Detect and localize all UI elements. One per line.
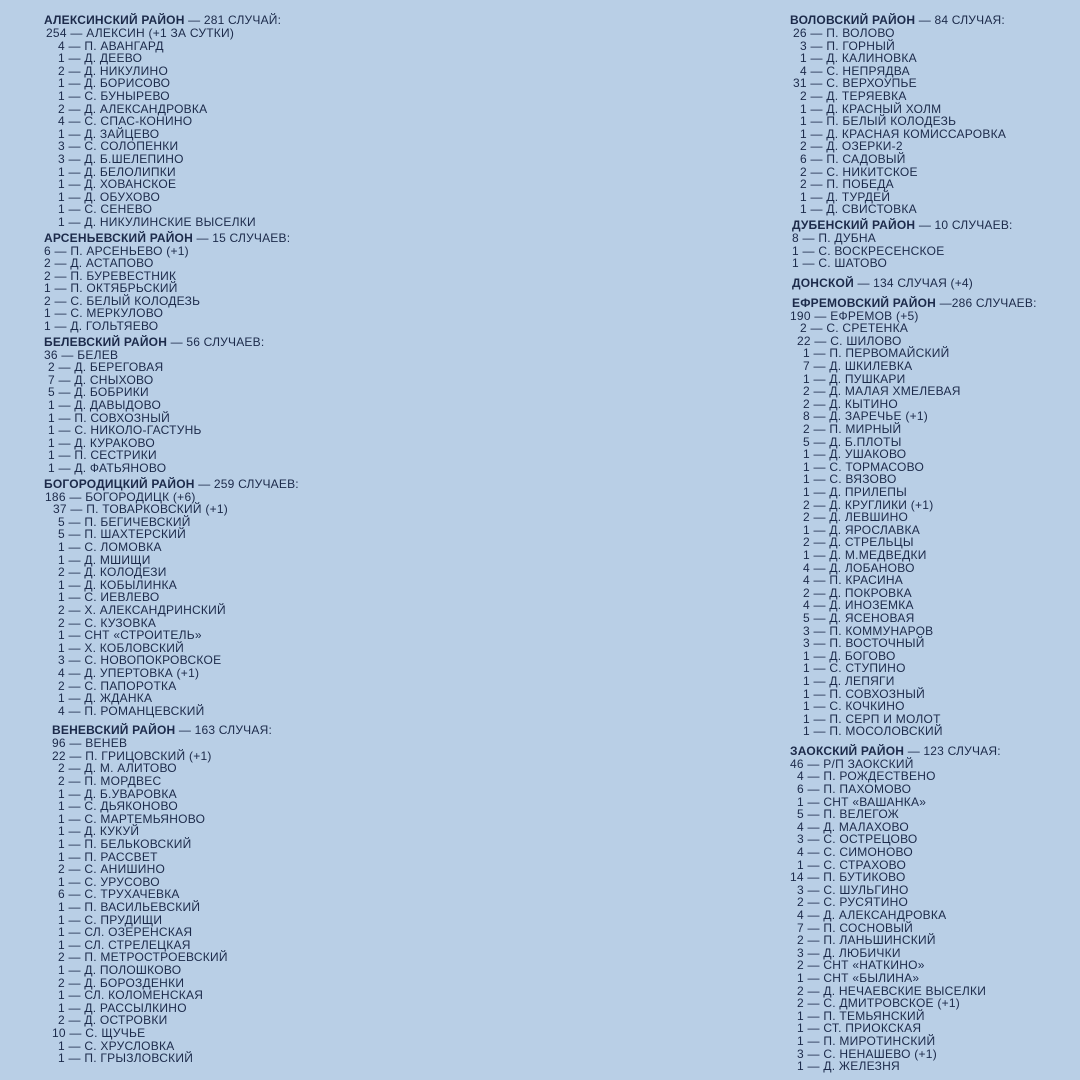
settlement-row: 1 — Х. КОБЛОВСКИЙ [58,640,185,655]
settlement-row: 3 — С. СОЛОПЕНКИ [58,139,179,154]
settlement-row: 1 — С. ХРУСЛОВКА [58,1038,175,1053]
settlement-row: 4 — Д. УПЕРТОВКА (+1) [58,665,200,680]
settlement-row: 26 — П. ВОЛОВО [793,26,895,40]
settlement-row: 190 — ЕФРЕМОВ (+5) [790,308,919,323]
settlement-row: 1 — П. ВАСИЛЬЕВСКИЙ [58,900,201,914]
district-heading [790,297,1075,310]
settlement-row: 1 — Д. ЛЕПЯГИ [803,673,895,688]
settlement-row: 2 — П. МИРНЫЙ [803,422,902,437]
settlement-row: 2 — Д. БОРОЗДЕНКИ [58,975,185,990]
settlement-row: 1 — С. ДЬЯКОНОВО [58,799,178,814]
settlement-row: 7 — П. СОСНОВЫЙ [797,920,914,935]
settlement-row: 2 — Д. НЕЧАЕВСКИЕ ВЫСЕЛКИ [797,983,987,998]
settlement-row: 96 — ВЕНЕВ [52,736,128,751]
settlement-row: 1 — Д. ФАТЬЯНОВО [48,461,167,475]
settlement-row: 254 — АЛЕКСИН (+1 ЗА СУТКИ) [46,26,235,40]
settlement-row: 1 — Д. ОБУХОВО [58,189,161,204]
settlement-row: 4 — Д. МАЛАХОВО [797,819,909,834]
district-block [790,219,1075,270]
settlement-row: 1 — С. БУНЫРЕВО [58,88,170,103]
district-name: ДОНСКОЙ [792,275,854,290]
settlement-row: 5 — Д. Б.ПЛОТЫ [803,434,902,449]
settlement-row: 1 — С. СЕНЕВО [58,202,153,217]
settlement-row: 3 — П. ВОСТОЧНЫЙ [803,636,925,651]
district-name: ЗАОКСКИЙ РАЙОН [790,743,905,758]
settlement-row: 2 — Д. МАЛАЯ ХМЕЛЕВАЯ [803,384,961,399]
settlement-row: 46 — Р/П ЗАОКСКИЙ [790,756,914,771]
settlement-row: 1 — Д. ТУРДЕЙ [800,189,891,204]
settlement-row: 1 — Д. БЕЛОЛИПКИ [58,164,176,179]
settlement-row: 1 — Д. ЗАЙЦЕВО [58,126,160,141]
left-column [44,14,544,1065]
settlement-row: 1 — С. СТРАХОВО [797,857,907,872]
settlement-row: 4 — Д. АЛЕКСАНДРОВКА [797,908,947,922]
settlement-row: 1 — С. ТОРМАСОВО [803,459,925,474]
settlement-row: 1 — Д. КОБЫЛИНКА [58,577,177,592]
settlement-row: 1 — П. МИРОТИНСКИЙ [797,1033,936,1048]
settlement-row: 1 — Д. ДЕЕВО [58,51,143,66]
settlement-row: 2 — С. НИКИТСКОЕ [800,164,918,179]
settlement-row: 1 — С. ВОСКРЕСЕНСКОЕ [792,243,945,258]
settlement-row: 1 — С. НИКОЛО-ГАСТУНЬ [48,423,202,438]
district-total: — 84 СЛУЧАЯ: [918,13,1005,27]
settlement-row: 2 — Д. ЛЕВШИНО [803,510,909,525]
district-heading [44,232,544,245]
settlement-row: 14 — П. БУТИКОВО [790,870,906,885]
district-heading [790,277,1075,290]
settlement-row: 1 — С. УРУСОВО [58,874,160,889]
settlement-row: 5 — П. БЕГИЧЕВСКИЙ [58,514,191,529]
district-total: —286 СЛУЧАЕВ: [939,295,1037,310]
settlement-row: 1 — Д. УШАКОВО [803,447,907,462]
settlement-row: 2 — Д. КОЛОДЕЗИ [58,565,167,580]
settlement-row: 1 — СЛ. КОЛОМЕНСКАЯ [58,988,204,1003]
settlement-row: 4 — Д. ИНОЗЕМКА [803,598,914,613]
settlement-row: 1 — Д. ПОЛОШКОВО [58,962,182,977]
settlement-row: 5 — Д. БОБРИКИ [48,385,149,400]
settlement-row: 3 — С. НОВОПОКРОВСКОЕ [58,653,222,668]
settlement-row: 2 — СНТ «НАТКИНО» [797,958,925,973]
settlement-row: 6 — П. ПАХОМОВО [797,782,912,797]
settlement-row: 4 — П. РОЖДЕСТВЕНО [797,769,936,784]
district-total: — 15 СЛУЧАЕВ: [196,230,291,245]
settlement-row: 31 — С. ВЕРХОУПЬЕ [793,76,917,91]
settlement-row: 22 — П. ГРИЦОВСКИЙ (+1) [52,748,212,763]
settlement-row: 2 — Д. КРУГЛИКИ (+1) [803,497,934,512]
district-name: ДУБЕНСКИЙ РАЙОН [792,217,916,232]
settlement-row: 1 — С. МАРТЕМЬЯНОВО [58,811,206,826]
settlement-row: 1 — П. СЕСТРИКИ [48,448,157,463]
settlement-row: 1 — Д. РАССЫЛКИНО [58,1000,187,1015]
settlement-row: 1 — Д. СВИСТОВКА [800,202,917,217]
settlement-row: 1 — СНТ «ВАШАНКА» [797,794,927,809]
settlement-row: 1 — СЛ. ОЗЕРЕНСКАЯ [58,925,193,940]
settlement-row: 4 — Д. ЛОБАНОВО [803,560,915,575]
settlement-row: 2 — С. ПАПОРОТКА [58,678,177,693]
settlement-row: 2 — С. КУЗОВКА [58,615,157,630]
settlement-row: 1 — С. ИЕВЛЕВО [58,590,160,605]
settlement-row: 2 — П. БУРЕВЕСТНИК [44,268,177,283]
settlement-row: 1 — Д. КАЛИНОВКА [800,51,917,66]
district-name: ЕФРЕМОВСКИЙ РАЙОН [792,295,937,310]
settlement-row: 2 — Д. М. АЛИТОВО [58,761,177,776]
district-total: — 56 СЛУЧАЕВ: [170,334,265,349]
settlement-row: 3 — С. НЕНАШЕВО (+1) [797,1046,937,1061]
settlement-row: 1 — Д. ЖЕЛЕЗНЯ [797,1059,900,1074]
settlement-row: 1 — П. МОСОЛОВСКИЙ [803,724,943,739]
settlement-row: 2 — Д. КЫТИНО [803,396,898,411]
settlement-row: 1 — П. БЕЛЬКОВСКИЙ [58,837,192,852]
settlement-row: 4 — С. СПАС-КОНИНО [58,114,193,129]
settlement-row: 4 — П. КРАСИНА [803,573,904,588]
settlement-row: 1 — СТ. ПРИОКСКАЯ [797,1021,922,1036]
settlement-row: 1 — С. ЛОМОВКА [58,539,162,554]
settlement-row: 6 — П. САДОВЫЙ [800,151,906,166]
settlement-row: 3 — Д. Б.ШЕЛЕПИНО [58,151,184,166]
district-heading [44,336,544,349]
settlement-row: 186 — БОГОРОДИЦК (+6) [45,489,196,504]
district-total: — 10 СЛУЧАЕВ: [918,217,1013,232]
settlement-row: 1 — П. СОВХОЗНЫЙ [48,410,170,425]
district-name: БЕЛЕВСКИЙ РАЙОН [44,334,168,349]
district-name: АРСЕНЬЕВСКИЙ РАЙОН [44,230,193,245]
settlement-row: 1 — П. ПЕРВОМАЙСКИЙ [803,346,950,361]
settlement-row: 8 — Д. ЗАРЕЧЬЕ (+1) [803,409,929,424]
settlement-row: 2 — Х. АЛЕКСАНДРИНСКИЙ [58,602,226,617]
settlement-row: 5 — П. ВЕЛЕГОЖ [797,807,899,822]
settlement-row: 2 — Д. ПОКРОВКА [803,585,912,600]
settlement-row: 1 — П. РАССВЕТ [58,849,158,864]
district-heading [790,745,1075,758]
settlement-row: 37 — П. ТОВАРКОВСКИЙ (+1) [53,502,229,517]
settlement-row: 1 — Д. КУРАКОВО [48,435,155,450]
settlement-row: 2 — П. МОРДВЕС [58,774,162,789]
settlement-row: 1 — П. ОКТЯБРЬСКИЙ [44,281,178,296]
district-name: ВОЛОВСКИЙ РАЙОН [790,13,916,27]
settlement-row: 1 — П. БЕЛЫЙ КОЛОДЕЗЬ [800,114,957,129]
settlement-row: 1 — Д. ХОВАНСКОЕ [58,177,177,192]
settlement-row: 7 — Д. ШКИЛЕВКА [803,359,913,374]
settlement-row: 3 — Д. ЛЮБИЧКИ [797,945,901,960]
district-name: ВЕНЕВСКИЙ РАЙОН [52,723,176,738]
settlement-row: 1 — С. ПРУДИЩИ [58,912,163,927]
settlement-row: 1 — СНТ «СТРОИТЕЛЬ» [58,628,202,643]
settlement-row: 2 — Д. АЛЕКСАНДРОВКА [58,101,208,116]
right-column [790,14,1075,1073]
settlement-row: 10 — С. ЩУЧЬЕ [52,1025,146,1040]
settlement-row: 5 — Д. ЯСЕНОВАЯ [803,610,915,625]
settlement-row: 1 — СНТ «БЫЛИНА» [797,970,920,985]
settlement-row: 2 — Д. ОЗЕРКИ-2 [800,139,903,154]
settlement-row: 2 — С. СРЕТЕНКА [800,321,909,336]
district-total: — 281 СЛУЧАЙ: [188,13,282,27]
settlement-row: 8 — П. ДУБНА [792,230,877,245]
settlement-row: 2 — Д. ОСТРОВКИ [58,1013,168,1028]
district-block [44,724,544,1064]
settlement-row: 6 — С. ТРУХАЧЕВКА [58,887,180,902]
settlement-row: 2 — Д. БЕРЕГОВАЯ [48,360,164,375]
district-block [44,336,544,475]
settlement-row: 22 — С. ШИЛОВО [797,333,902,348]
settlement-row: 1 — Д. НИКУЛИНСКИЕ ВЫСЕЛКИ [58,214,256,229]
district-heading [790,219,1075,232]
settlement-row: 2 — С. РУСЯТИНО [797,895,909,910]
settlement-row: 4 — С. НЕПРЯДВА [800,63,910,78]
settlement-row: 1 — С. КОЧКИНО [803,699,905,714]
settlement-row: 2 — Д. НИКУЛИНО [58,63,169,78]
district-total: — 259 СЛУЧАЕВ: [198,476,299,491]
settlement-row: 1 — Д. Б.УВАРОВКА [58,786,177,801]
district-name: АЛЕКСИНСКИЙ РАЙОН [44,13,185,27]
settlement-row: 6 — П. АРСЕНЬЕВО (+1) [44,243,189,258]
settlement-row: 1 — С. ШАТОВО [792,256,888,271]
settlement-row: 5 — П. ШАХТЕРСКИЙ [58,527,186,542]
settlement-row: 1 — Д. ЖДАНКА [58,691,153,706]
settlement-row: 3 — П. КОММУНАРОВ [803,623,934,638]
settlement-row: 1 — Д. КРАСНЫЙ ХОЛМ [800,101,942,116]
district-block [44,478,544,718]
settlement-row: 36 — БЕЛЕВ [44,347,119,362]
settlement-row: 4 — С. СИМОНОВО [797,845,913,860]
settlement-row: 1 — Д. ПРИЛЕПЫ [803,485,908,499]
settlement-row: 1 — Д. М.МЕДВЕДКИ [803,547,927,562]
settlement-row: 2 — С. АНИШИНО [58,862,166,877]
district-block [790,297,1075,738]
settlement-row: 3 — П. ГОРНЫЙ [800,38,895,53]
district-block [44,14,544,229]
settlement-row: 1 — П. ГРЫЗЛОВСКИЙ [58,1051,194,1066]
district-total: — 123 СЛУЧАЯ: [907,743,1001,758]
district-total: — 134 СЛУЧАЯ (+4) [857,275,973,290]
settlement-row: 1 — Д. ДАВЫДОВО [48,398,162,413]
settlement-row: 4 — П. АВАНГАРД [58,38,164,53]
district-name: БОГОРОДИЦКИЙ РАЙОН [44,476,195,491]
settlement-row: 2 — П. ЛАНЬШИНСКИЙ [797,933,936,948]
settlement-row: 4 — П. РОМАНЦЕВСКИЙ [58,703,205,718]
district-block [790,277,1075,290]
settlement-row: 1 — Д. ПУШКАРИ [803,371,906,386]
settlement-row: 1 — П. СЕРП И МОЛОТ [803,711,941,726]
settlement-row: 3 — С. ОСТРЕЦОВО [797,832,918,847]
district-block [790,745,1075,1073]
settlement-row: 7 — Д. СНЫХОВО [48,372,154,387]
settlement-row: 2 — С. БЕЛЫЙ КОЛОДЕЗЬ [44,293,201,308]
settlement-row: 1 — С. СТУПИНО [803,661,906,676]
settlement-row: 2 — Д. АСТАПОВО [44,256,154,271]
district-total: — 163 СЛУЧАЯ: [178,723,272,738]
settlement-row: 1 — Д. ЯРОСЛАВКА [803,522,921,537]
settlement-row: 2 — Д. СТРЕЛЬЦЫ [803,535,914,550]
settlement-row: 3 — С. ШУЛЬГИНО [797,882,909,897]
settlement-row: 2 — С. ДМИТРОВСКОЕ (+1) [797,996,961,1011]
settlement-row: 2 — П. МЕТРОСТРОЕВСКИЙ [58,950,228,965]
settlement-row: 1 — П. ТЕМЬЯНСКИЙ [797,1008,925,1023]
settlement-row: 1 — С. ВЯЗОВО [803,472,897,487]
district-heading [44,478,544,491]
settlement-row: 2 — Д. ТЕРЯЕВКА [800,88,907,103]
district-block [44,232,544,333]
settlement-row: 1 — Д. ГОЛЬТЯЕВО [44,319,159,334]
settlement-row: 2 — П. ПОБЕДА [800,177,894,192]
settlement-row: 1 — С. МЕРКУЛОВО [44,306,164,321]
district-block [790,14,1075,216]
settlement-row: 1 — П. СОВХОЗНЫЙ [803,686,925,701]
settlement-row: 1 — СЛ. СТРЕЛЕЦКАЯ [58,937,191,952]
settlement-row: 1 — Д. КУКУЙ [58,824,140,839]
settlement-row: 1 — Д. КРАСНАЯ КОМИССАРОВКА [800,126,1007,141]
settlement-row: 1 — Д. БОГОВО [803,648,896,663]
settlement-row: 1 — Д. БОРИСОВО [58,76,171,91]
settlement-row: 1 — Д. МШИЩИ [58,552,151,567]
